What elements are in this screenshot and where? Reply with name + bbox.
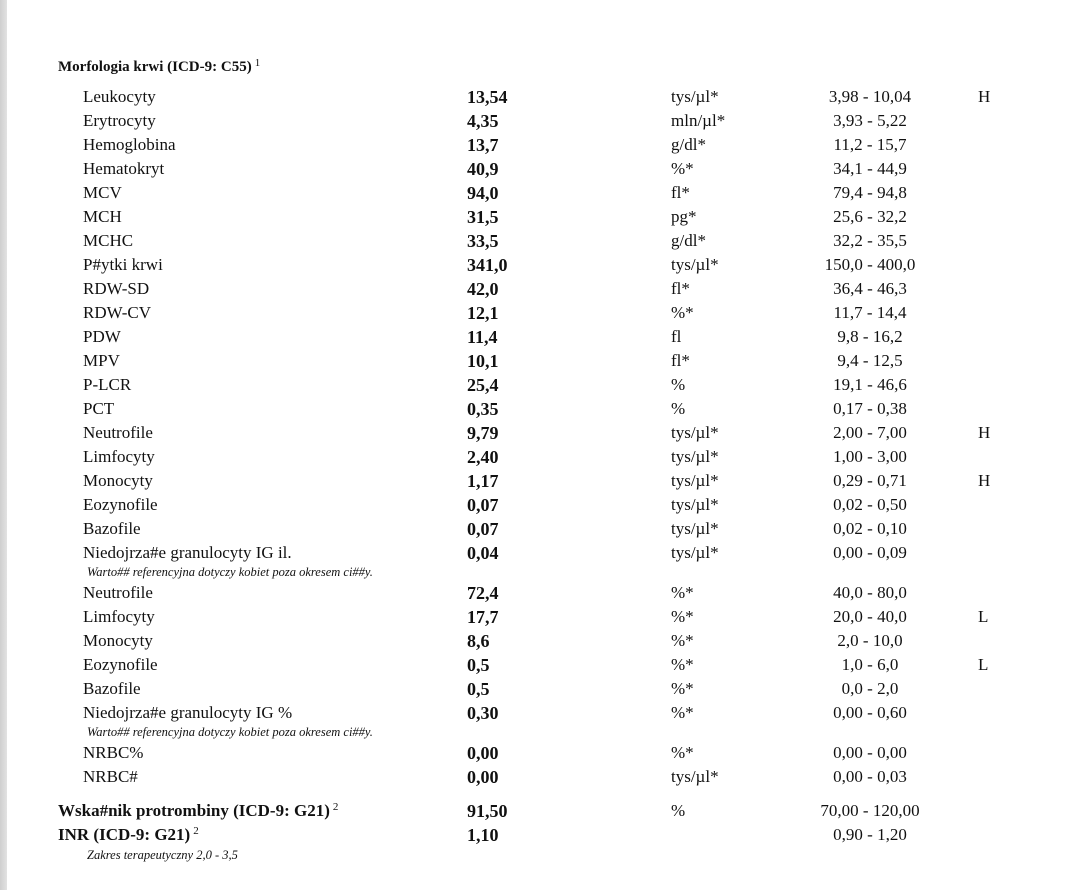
test-unit: %* bbox=[671, 607, 694, 626]
test-unit: fl* bbox=[671, 351, 690, 370]
result-row bbox=[0, 445, 1080, 469]
footnote-marker: 2 bbox=[332, 801, 339, 813]
test-unit: tys/µl* bbox=[671, 423, 719, 442]
reference-range: 0,02 - 0,10 bbox=[833, 519, 907, 538]
reference-range: 0,00 - 0,03 bbox=[833, 767, 907, 786]
reference-range: 0,29 - 0,71 bbox=[833, 471, 907, 490]
test-name: MCH bbox=[83, 207, 122, 226]
test-name: Eozynofile bbox=[83, 495, 158, 514]
test-unit: fl* bbox=[671, 183, 690, 202]
test-name: Monocyty bbox=[83, 471, 153, 490]
reference-range: 9,4 - 12,5 bbox=[837, 351, 903, 370]
test-value: 0,5 bbox=[467, 679, 490, 699]
test-value: 12,1 bbox=[467, 303, 499, 323]
test-name: RDW-SD bbox=[83, 279, 150, 298]
test-name: Limfocyty bbox=[83, 607, 155, 626]
result-row bbox=[0, 799, 1080, 823]
test-value: 0,04 bbox=[467, 543, 499, 563]
reference-range: 25,6 - 32,2 bbox=[833, 207, 907, 226]
test-value: 1,17 bbox=[467, 471, 499, 491]
result-row bbox=[0, 823, 1080, 847]
result-row bbox=[0, 397, 1080, 421]
reference-range: 0,17 - 0,38 bbox=[833, 399, 907, 418]
test-value: 0,07 bbox=[467, 495, 499, 515]
test-unit: tys/µl* bbox=[671, 255, 719, 274]
test-name: Niedojrza#e granulocyty IG il. bbox=[83, 543, 292, 562]
test-unit: pg* bbox=[671, 207, 697, 226]
result-row bbox=[0, 741, 1080, 765]
reference-range: 70,00 - 120,00 bbox=[820, 801, 920, 820]
test-name: Hematokryt bbox=[83, 159, 165, 178]
test-unit: %* bbox=[671, 159, 694, 178]
reference-range: 9,8 - 16,2 bbox=[837, 327, 903, 346]
reference-range: 2,0 - 10,0 bbox=[837, 631, 903, 650]
reference-range: 0,00 - 0,09 bbox=[833, 543, 907, 562]
result-row bbox=[0, 421, 1080, 445]
result-row bbox=[0, 677, 1080, 701]
test-value: 10,1 bbox=[467, 351, 499, 371]
result-row bbox=[0, 629, 1080, 653]
test-value: 40,9 bbox=[467, 159, 499, 179]
test-unit: %* bbox=[671, 303, 694, 322]
test-name: INR (ICD-9: G21) $^2$ bbox=[58, 825, 199, 844]
reference-range: 3,93 - 5,22 bbox=[833, 111, 907, 130]
result-row bbox=[0, 493, 1080, 517]
result-row bbox=[0, 133, 1080, 157]
test-value: 25,4 bbox=[467, 375, 499, 395]
test-value: 0,5 bbox=[467, 655, 490, 675]
reference-range: 0,00 - 0,00 bbox=[833, 743, 907, 762]
test-value: 11,4 bbox=[467, 327, 498, 347]
result-row bbox=[0, 229, 1080, 253]
result-row bbox=[0, 301, 1080, 325]
test-unit: tys/µl* bbox=[671, 767, 719, 786]
result-row bbox=[0, 373, 1080, 397]
reference-range: 1,0 - 6,0 bbox=[841, 655, 899, 674]
reference-range: 11,7 - 14,4 bbox=[833, 303, 907, 322]
therapeutic-range-note: Zakres terapeutyczny 2,0 - 3,5 bbox=[87, 848, 238, 862]
result-row bbox=[0, 109, 1080, 133]
result-row bbox=[0, 581, 1080, 605]
test-name: Wska#nik protrombiny (ICD-9: G21) $^2$ bbox=[58, 801, 339, 820]
test-value: 33,5 bbox=[467, 231, 499, 251]
reference-range: 11,2 - 15,7 bbox=[833, 135, 907, 154]
test-unit: %* bbox=[671, 583, 694, 602]
test-value: 31,5 bbox=[467, 207, 499, 227]
result-row bbox=[0, 349, 1080, 373]
test-name: Hemoglobina bbox=[83, 135, 176, 154]
footnote-marker: 2 bbox=[193, 825, 199, 837]
reference-range: 0,90 - 1,20 bbox=[833, 825, 907, 844]
test-unit: %* bbox=[671, 679, 694, 698]
reference-range: 36,4 - 46,3 bbox=[833, 279, 907, 298]
test-name: Leukocyty bbox=[83, 87, 156, 106]
test-unit: % bbox=[671, 801, 686, 820]
test-unit: tys/µl* bbox=[671, 87, 719, 106]
test-unit: tys/µl* bbox=[671, 447, 719, 466]
test-name: Bazofile bbox=[83, 519, 141, 538]
test-name: Monocyty bbox=[83, 631, 153, 650]
test-name: MCV bbox=[83, 183, 122, 202]
test-name: RDW-CV bbox=[83, 303, 151, 322]
reference-range: 0,0 - 2,0 bbox=[841, 679, 899, 698]
test-value: 0,30 bbox=[467, 703, 499, 723]
section-title-text: Morfologia krwi (ICD-9: C55) bbox=[58, 59, 252, 75]
test-value: 42,0 bbox=[467, 279, 499, 299]
test-value: 2,40 bbox=[467, 447, 499, 467]
test-name: Limfocyty bbox=[83, 447, 155, 466]
reference-note: Warto## referencyjna dotyczy kobiet poza okresem ci##y. bbox=[87, 725, 373, 739]
reference-range: 3,98 - 10,04 bbox=[828, 87, 912, 106]
result-row bbox=[0, 701, 1080, 725]
test-name: P#ytki krwi bbox=[83, 255, 163, 274]
footnote-marker: 1 bbox=[254, 57, 261, 69]
reference-range: 40,0 - 80,0 bbox=[833, 583, 907, 602]
test-unit: g/dl* bbox=[671, 135, 706, 154]
reference-note: Warto## referencyjna dotyczy kobiet poza okresem ci##y. bbox=[87, 565, 373, 579]
reference-range: 2,00 - 7,00 bbox=[833, 423, 907, 442]
test-value: 0,00 bbox=[467, 767, 499, 787]
test-name: MPV bbox=[83, 351, 120, 370]
test-unit: tys/µl* bbox=[671, 543, 719, 562]
reference-range: 0,00 - 0,60 bbox=[833, 703, 907, 722]
test-unit: fl* bbox=[671, 279, 690, 298]
test-name: Erytrocyty bbox=[83, 111, 156, 130]
test-value: 0,00 bbox=[467, 743, 499, 763]
test-unit: %* bbox=[671, 655, 694, 674]
test-name: Neutrofile bbox=[83, 583, 153, 602]
test-value: 13,7 bbox=[467, 135, 499, 155]
result-row bbox=[0, 605, 1080, 629]
test-unit: g/dl* bbox=[671, 231, 706, 250]
test-value: 72,4 bbox=[467, 583, 499, 603]
test-unit: % bbox=[671, 375, 686, 394]
test-name: PCT bbox=[83, 399, 115, 418]
test-unit: %* bbox=[671, 743, 694, 762]
test-name: NRBC% bbox=[83, 743, 144, 762]
test-value: 91,50 bbox=[467, 801, 508, 821]
result-row bbox=[0, 181, 1080, 205]
test-unit: % bbox=[671, 399, 686, 418]
test-value: 0,07 bbox=[467, 519, 499, 539]
test-value: 1,10 bbox=[467, 825, 499, 845]
test-name: NRBC# bbox=[83, 767, 138, 786]
reference-range: 20,0 - 40,0 bbox=[833, 607, 907, 626]
result-row bbox=[0, 205, 1080, 229]
result-row bbox=[0, 85, 1080, 109]
reference-range: 0,02 - 0,50 bbox=[833, 495, 907, 514]
test-unit: fl bbox=[671, 327, 682, 346]
abnormal-flag: H bbox=[978, 87, 991, 106]
test-unit: tys/µl* bbox=[671, 471, 719, 490]
result-row bbox=[0, 253, 1080, 277]
test-value: 4,35 bbox=[467, 111, 499, 131]
result-row bbox=[0, 469, 1080, 493]
result-row bbox=[0, 653, 1080, 677]
test-name: MCHC bbox=[83, 231, 134, 250]
reference-range: 32,2 - 35,5 bbox=[833, 231, 907, 250]
test-value: 94,0 bbox=[467, 183, 499, 203]
test-value: 341,0 bbox=[467, 255, 508, 275]
test-name: PDW bbox=[83, 327, 121, 346]
test-value: 17,7 bbox=[467, 607, 499, 627]
result-row bbox=[0, 765, 1080, 789]
test-value: 0,35 bbox=[467, 399, 499, 419]
reference-range: 34,1 - 44,9 bbox=[833, 159, 907, 178]
result-row bbox=[0, 325, 1080, 349]
test-unit: %* bbox=[671, 631, 694, 650]
result-row bbox=[0, 277, 1080, 301]
reference-range: 150,0 - 400,0 bbox=[824, 255, 916, 274]
test-name: Bazofile bbox=[83, 679, 141, 698]
reference-range: 1,00 - 3,00 bbox=[833, 447, 907, 466]
test-unit: %* bbox=[671, 703, 694, 722]
test-value: 9,79 bbox=[467, 423, 499, 443]
test-name: P-LCR bbox=[83, 375, 132, 394]
test-value: 8,6 bbox=[467, 631, 490, 651]
result-row bbox=[0, 541, 1080, 565]
abnormal-flag: L bbox=[978, 607, 989, 626]
result-row bbox=[0, 517, 1080, 541]
section-title bbox=[58, 56, 260, 78]
abnormal-flag: H bbox=[978, 423, 991, 442]
test-name: Eozynofile bbox=[83, 655, 158, 674]
reference-range: 19,1 - 46,6 bbox=[833, 375, 907, 394]
test-unit: mln/µl* bbox=[671, 111, 726, 130]
test-name: Neutrofile bbox=[83, 423, 153, 442]
test-unit: tys/µl* bbox=[671, 495, 719, 514]
test-unit: tys/µl* bbox=[671, 519, 719, 538]
abnormal-flag: H bbox=[978, 471, 991, 490]
test-name: Niedojrza#e granulocyty IG % bbox=[83, 703, 293, 722]
reference-range: 79,4 - 94,8 bbox=[833, 183, 907, 202]
result-row bbox=[0, 157, 1080, 181]
test-value: 13,54 bbox=[467, 87, 508, 107]
abnormal-flag: L bbox=[978, 655, 989, 674]
